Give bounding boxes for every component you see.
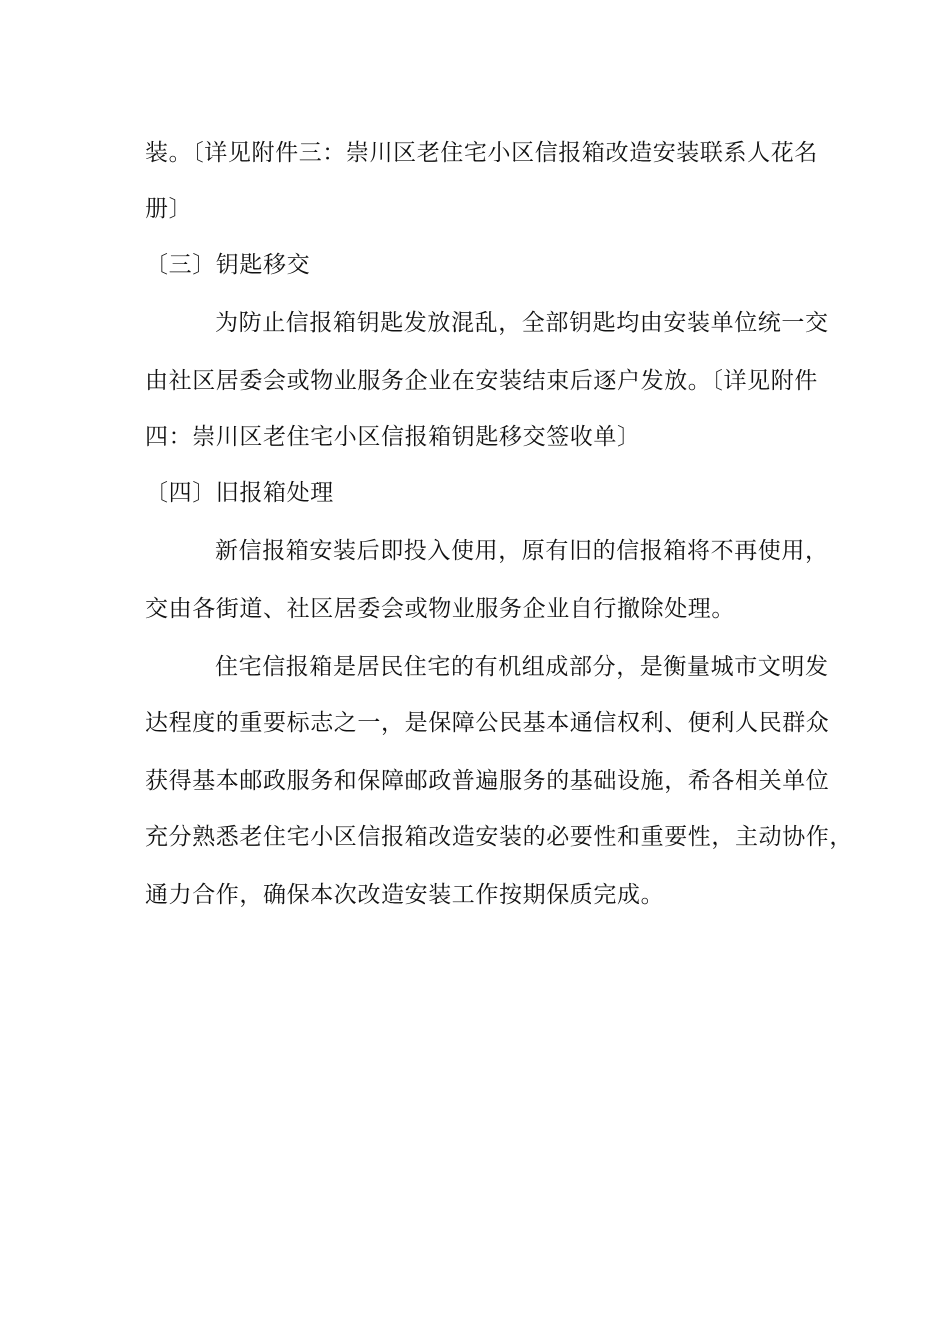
body-text-line: 由社区居委会或物业服务企业在安装结束后逐户发放。〔详见附件 [145, 368, 818, 394]
body-text-line: 住宅信报箱是居民住宅的有机组成部分，是衡量城市文明发 [215, 654, 829, 680]
body-text-line: 为防止信报箱钥匙发放混乱，全部钥匙均由安装单位统一交 [215, 310, 829, 336]
body-text-line: 充分熟悉老住宅小区信报箱改造安装的必要性和重要性，主动协作， [145, 824, 853, 850]
body-text-line: 册〕 [145, 196, 193, 222]
body-text-line: 获得基本邮政服务和保障邮政普遍服务的基础设施，希各相关单位 [145, 768, 830, 794]
body-text-line: 交由各街道、社区居委会或物业服务企业自行撤除处理。 [145, 596, 735, 622]
body-text-line: 装。〔详见附件三：崇川区老住宅小区信报箱改造安装联系人花名 [145, 140, 818, 166]
body-text-line: 达程度的重要标志之一，是保障公民基本通信权利、便利人民群众 [145, 710, 830, 736]
body-text-line: 通力合作，确保本次改造安装工作按期保质完成。 [145, 882, 665, 908]
section-heading-key-handover: 〔三〕钥匙移交 [145, 252, 311, 278]
body-text-line: 四：崇川区老住宅小区信报箱钥匙移交签收单〕 [145, 424, 641, 450]
body-text-line: 新信报箱安装后即投入使用，原有旧的信报箱将不再使用， [215, 538, 829, 564]
section-heading-old-box-disposal: 〔四〕旧报箱处理 [145, 480, 334, 506]
